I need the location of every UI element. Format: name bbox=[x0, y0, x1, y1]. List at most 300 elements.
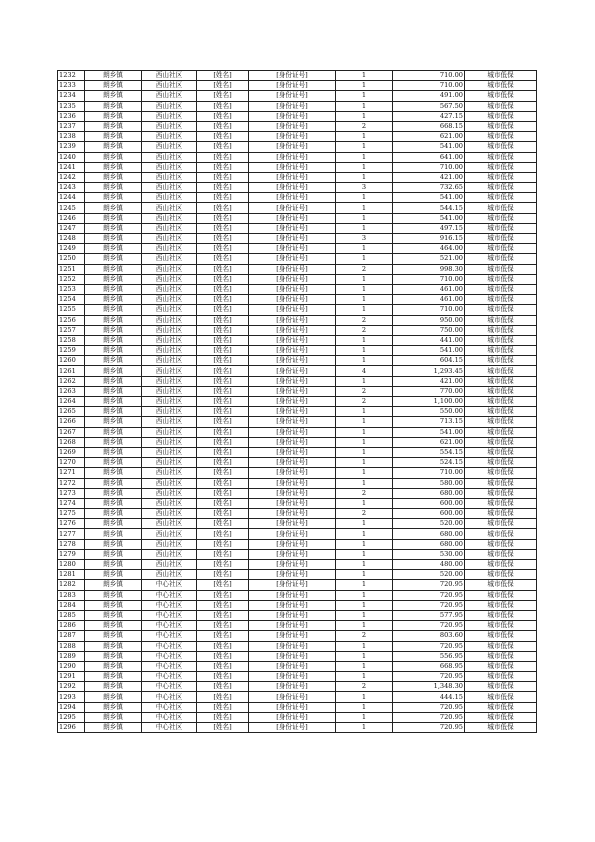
table-row bbox=[58, 213, 537, 223]
household-size-cell: 1 bbox=[336, 621, 393, 631]
household-size-cell: 1 bbox=[336, 580, 393, 590]
household-size-cell: 1 bbox=[336, 692, 393, 702]
id-number-cell: [身份证号] bbox=[249, 488, 336, 498]
community-cell: 西山社区 bbox=[142, 386, 197, 396]
id-number-cell: [身份证号] bbox=[249, 234, 336, 244]
id-number-cell: [身份证号] bbox=[249, 712, 336, 722]
category-cell: 城市低保 bbox=[465, 284, 537, 294]
category-cell: 城市低保 bbox=[465, 132, 537, 142]
category-cell: 城市低保 bbox=[465, 162, 537, 172]
amount-cell: 803.60 bbox=[393, 631, 465, 641]
id-number-cell: [身份证号] bbox=[249, 580, 336, 590]
community-cell: 西山社区 bbox=[142, 91, 197, 101]
town-cell: 朗乡镇 bbox=[85, 305, 142, 315]
household-size-cell: 1 bbox=[336, 213, 393, 223]
community-cell: 西山社区 bbox=[142, 376, 197, 386]
row-number-cell: 1287 bbox=[58, 631, 85, 641]
table-row bbox=[58, 549, 537, 559]
name-cell: [姓名] bbox=[197, 621, 249, 631]
row-number-cell: 1291 bbox=[58, 672, 85, 682]
amount-cell: 464.00 bbox=[393, 244, 465, 254]
id-number-cell: [身份证号] bbox=[249, 498, 336, 508]
table-row bbox=[58, 631, 537, 641]
name-cell: [姓名] bbox=[197, 600, 249, 610]
household-size-cell: 1 bbox=[336, 152, 393, 162]
category-cell: 城市低保 bbox=[465, 376, 537, 386]
name-cell: [姓名] bbox=[197, 376, 249, 386]
name-cell: [姓名] bbox=[197, 254, 249, 264]
table-row bbox=[58, 519, 537, 529]
town-cell: 朗乡镇 bbox=[85, 295, 142, 305]
household-size-cell: 1 bbox=[336, 712, 393, 722]
row-number-cell: 1261 bbox=[58, 366, 85, 376]
community-cell: 西山社区 bbox=[142, 417, 197, 427]
household-size-cell: 1 bbox=[336, 132, 393, 142]
category-cell: 城市低保 bbox=[465, 142, 537, 152]
town-cell: 朗乡镇 bbox=[85, 417, 142, 427]
amount-cell: 520.00 bbox=[393, 570, 465, 580]
row-number-cell: 1296 bbox=[58, 723, 85, 733]
name-cell: [姓名] bbox=[197, 346, 249, 356]
amount-cell: 461.00 bbox=[393, 284, 465, 294]
table-row bbox=[58, 478, 537, 488]
row-number-cell: 1270 bbox=[58, 458, 85, 468]
category-cell: 城市低保 bbox=[465, 447, 537, 457]
amount-cell: 567.50 bbox=[393, 101, 465, 111]
table-row bbox=[58, 539, 537, 549]
table-row bbox=[58, 315, 537, 325]
household-size-cell: 1 bbox=[336, 560, 393, 570]
row-number-cell: 1245 bbox=[58, 203, 85, 213]
id-number-cell: [身份证号] bbox=[249, 672, 336, 682]
row-number-cell: 1293 bbox=[58, 692, 85, 702]
row-number-cell: 1236 bbox=[58, 111, 85, 121]
table-row bbox=[58, 152, 537, 162]
household-size-cell: 1 bbox=[336, 142, 393, 152]
category-cell: 城市低保 bbox=[465, 580, 537, 590]
name-cell: [姓名] bbox=[197, 580, 249, 590]
household-size-cell: 1 bbox=[336, 407, 393, 417]
name-cell: [姓名] bbox=[197, 397, 249, 407]
amount-cell: 720.95 bbox=[393, 621, 465, 631]
name-cell: [姓名] bbox=[197, 244, 249, 254]
category-cell: 城市低保 bbox=[465, 519, 537, 529]
row-number-cell: 1269 bbox=[58, 447, 85, 457]
table-row bbox=[58, 610, 537, 620]
amount-cell: 680.00 bbox=[393, 539, 465, 549]
id-number-cell: [身份证号] bbox=[249, 570, 336, 580]
name-cell: [姓名] bbox=[197, 132, 249, 142]
row-number-cell: 1282 bbox=[58, 580, 85, 590]
household-size-cell: 1 bbox=[336, 437, 393, 447]
community-cell: 西山社区 bbox=[142, 519, 197, 529]
name-cell: [姓名] bbox=[197, 661, 249, 671]
amount-cell: 710.00 bbox=[393, 71, 465, 81]
household-size-cell: 1 bbox=[336, 91, 393, 101]
category-cell: 城市低保 bbox=[465, 203, 537, 213]
category-cell: 城市低保 bbox=[465, 234, 537, 244]
amount-cell: 916.15 bbox=[393, 234, 465, 244]
id-number-cell: [身份证号] bbox=[249, 631, 336, 641]
household-size-cell: 1 bbox=[336, 172, 393, 182]
table-row bbox=[58, 427, 537, 437]
row-number-cell: 1289 bbox=[58, 651, 85, 661]
town-cell: 朗乡镇 bbox=[85, 580, 142, 590]
id-number-cell: [身份证号] bbox=[249, 478, 336, 488]
table-row bbox=[58, 254, 537, 264]
community-cell: 西山社区 bbox=[142, 447, 197, 457]
community-cell: 西山社区 bbox=[142, 213, 197, 223]
amount-cell: 720.95 bbox=[393, 723, 465, 733]
id-number-cell: [身份证号] bbox=[249, 111, 336, 121]
id-number-cell: [身份证号] bbox=[249, 621, 336, 631]
category-cell: 城市低保 bbox=[465, 600, 537, 610]
town-cell: 朗乡镇 bbox=[85, 498, 142, 508]
amount-cell: 497.15 bbox=[393, 223, 465, 233]
name-cell: [姓名] bbox=[197, 121, 249, 131]
id-number-cell: [身份证号] bbox=[249, 590, 336, 600]
town-cell: 朗乡镇 bbox=[85, 570, 142, 580]
row-number-cell: 1275 bbox=[58, 509, 85, 519]
amount-cell: 621.00 bbox=[393, 437, 465, 447]
community-cell: 西山社区 bbox=[142, 193, 197, 203]
town-cell: 朗乡镇 bbox=[85, 193, 142, 203]
amount-cell: 461.00 bbox=[393, 295, 465, 305]
amount-cell: 710.00 bbox=[393, 468, 465, 478]
name-cell: [姓名] bbox=[197, 325, 249, 335]
community-cell: 西山社区 bbox=[142, 81, 197, 91]
category-cell: 城市低保 bbox=[465, 213, 537, 223]
category-cell: 城市低保 bbox=[465, 244, 537, 254]
community-cell: 西山社区 bbox=[142, 529, 197, 539]
id-number-cell: [身份证号] bbox=[249, 386, 336, 396]
category-cell: 城市低保 bbox=[465, 539, 537, 549]
community-cell: 西山社区 bbox=[142, 295, 197, 305]
household-size-cell: 2 bbox=[336, 397, 393, 407]
row-number-cell: 1257 bbox=[58, 325, 85, 335]
town-cell: 朗乡镇 bbox=[85, 610, 142, 620]
name-cell: [姓名] bbox=[197, 101, 249, 111]
name-cell: [姓名] bbox=[197, 356, 249, 366]
household-size-cell: 1 bbox=[336, 162, 393, 172]
amount-cell: 600.00 bbox=[393, 498, 465, 508]
household-size-cell: 1 bbox=[336, 417, 393, 427]
household-size-cell: 1 bbox=[336, 427, 393, 437]
town-cell: 朗乡镇 bbox=[85, 447, 142, 457]
household-size-cell: 1 bbox=[336, 529, 393, 539]
household-size-cell: 1 bbox=[336, 203, 393, 213]
amount-cell: 732.65 bbox=[393, 183, 465, 193]
name-cell: [姓名] bbox=[197, 590, 249, 600]
household-size-cell: 1 bbox=[336, 447, 393, 457]
town-cell: 朗乡镇 bbox=[85, 284, 142, 294]
category-cell: 城市低保 bbox=[465, 121, 537, 131]
town-cell: 朗乡镇 bbox=[85, 254, 142, 264]
category-cell: 城市低保 bbox=[465, 183, 537, 193]
id-number-cell: [身份证号] bbox=[249, 121, 336, 131]
community-cell: 西山社区 bbox=[142, 254, 197, 264]
amount-cell: 554.15 bbox=[393, 447, 465, 457]
community-cell: 西山社区 bbox=[142, 427, 197, 437]
id-number-cell: [身份证号] bbox=[249, 376, 336, 386]
town-cell: 朗乡镇 bbox=[85, 712, 142, 722]
id-number-cell: [身份证号] bbox=[249, 539, 336, 549]
row-number-cell: 1262 bbox=[58, 376, 85, 386]
community-cell: 西山社区 bbox=[142, 560, 197, 570]
name-cell: [姓名] bbox=[197, 478, 249, 488]
category-cell: 城市低保 bbox=[465, 193, 537, 203]
table-row bbox=[58, 111, 537, 121]
id-number-cell: [身份证号] bbox=[249, 325, 336, 335]
amount-cell: 1,348.30 bbox=[393, 682, 465, 692]
table-row bbox=[58, 570, 537, 580]
table-row bbox=[58, 651, 537, 661]
table-row bbox=[58, 621, 537, 631]
row-number-cell: 1254 bbox=[58, 295, 85, 305]
id-number-cell: [身份证号] bbox=[249, 193, 336, 203]
name-cell: [姓名] bbox=[197, 651, 249, 661]
table-row bbox=[58, 437, 537, 447]
amount-cell: 750.00 bbox=[393, 325, 465, 335]
table-row bbox=[58, 81, 537, 91]
town-cell: 朗乡镇 bbox=[85, 335, 142, 345]
table-row bbox=[58, 682, 537, 692]
household-size-cell: 1 bbox=[336, 356, 393, 366]
row-number-cell: 1252 bbox=[58, 274, 85, 284]
town-cell: 朗乡镇 bbox=[85, 519, 142, 529]
row-number-cell: 1285 bbox=[58, 610, 85, 620]
row-number-cell: 1263 bbox=[58, 386, 85, 396]
row-number-cell: 1276 bbox=[58, 519, 85, 529]
table-row bbox=[58, 458, 537, 468]
amount-cell: 710.00 bbox=[393, 305, 465, 315]
town-cell: 朗乡镇 bbox=[85, 590, 142, 600]
town-cell: 朗乡镇 bbox=[85, 376, 142, 386]
row-number-cell: 1283 bbox=[58, 590, 85, 600]
name-cell: [姓名] bbox=[197, 712, 249, 722]
name-cell: [姓名] bbox=[197, 203, 249, 213]
id-number-cell: [身份证号] bbox=[249, 172, 336, 182]
community-cell: 西山社区 bbox=[142, 397, 197, 407]
table-row bbox=[58, 560, 537, 570]
town-cell: 朗乡镇 bbox=[85, 682, 142, 692]
category-cell: 城市低保 bbox=[465, 71, 537, 81]
town-cell: 朗乡镇 bbox=[85, 162, 142, 172]
name-cell: [姓名] bbox=[197, 498, 249, 508]
id-number-cell: [身份证号] bbox=[249, 529, 336, 539]
id-number-cell: [身份证号] bbox=[249, 264, 336, 274]
name-cell: [姓名] bbox=[197, 549, 249, 559]
id-number-cell: [身份证号] bbox=[249, 366, 336, 376]
household-size-cell: 2 bbox=[336, 315, 393, 325]
row-number-cell: 1279 bbox=[58, 549, 85, 559]
table-row bbox=[58, 295, 537, 305]
community-cell: 中心社区 bbox=[142, 712, 197, 722]
name-cell: [姓名] bbox=[197, 682, 249, 692]
amount-cell: 621.00 bbox=[393, 132, 465, 142]
town-cell: 朗乡镇 bbox=[85, 661, 142, 671]
town-cell: 朗乡镇 bbox=[85, 651, 142, 661]
amount-cell: 530.00 bbox=[393, 549, 465, 559]
category-cell: 城市低保 bbox=[465, 437, 537, 447]
category-cell: 城市低保 bbox=[465, 152, 537, 162]
town-cell: 朗乡镇 bbox=[85, 121, 142, 131]
name-cell: [姓名] bbox=[197, 519, 249, 529]
amount-cell: 604.15 bbox=[393, 356, 465, 366]
category-cell: 城市低保 bbox=[465, 264, 537, 274]
row-number-cell: 1239 bbox=[58, 142, 85, 152]
household-size-cell: 1 bbox=[336, 335, 393, 345]
category-cell: 城市低保 bbox=[465, 386, 537, 396]
name-cell: [姓名] bbox=[197, 417, 249, 427]
id-number-cell: [身份证号] bbox=[249, 223, 336, 233]
amount-cell: 710.00 bbox=[393, 162, 465, 172]
household-size-cell: 1 bbox=[336, 723, 393, 733]
name-cell: [姓名] bbox=[197, 570, 249, 580]
name-cell: [姓名] bbox=[197, 172, 249, 182]
town-cell: 朗乡镇 bbox=[85, 407, 142, 417]
category-cell: 城市低保 bbox=[465, 692, 537, 702]
table-row bbox=[58, 509, 537, 519]
community-cell: 中心社区 bbox=[142, 600, 197, 610]
name-cell: [姓名] bbox=[197, 152, 249, 162]
name-cell: [姓名] bbox=[197, 458, 249, 468]
table-row bbox=[58, 723, 537, 733]
town-cell: 朗乡镇 bbox=[85, 458, 142, 468]
community-cell: 西山社区 bbox=[142, 366, 197, 376]
category-cell: 城市低保 bbox=[465, 81, 537, 91]
amount-cell: 524.15 bbox=[393, 458, 465, 468]
name-cell: [姓名] bbox=[197, 366, 249, 376]
table-row bbox=[58, 407, 537, 417]
id-number-cell: [身份证号] bbox=[249, 519, 336, 529]
town-cell: 朗乡镇 bbox=[85, 478, 142, 488]
row-number-cell: 1266 bbox=[58, 417, 85, 427]
community-cell: 西山社区 bbox=[142, 468, 197, 478]
community-cell: 西山社区 bbox=[142, 183, 197, 193]
table-row bbox=[58, 264, 537, 274]
town-cell: 朗乡镇 bbox=[85, 692, 142, 702]
category-cell: 城市低保 bbox=[465, 335, 537, 345]
category-cell: 城市低保 bbox=[465, 274, 537, 284]
household-size-cell: 1 bbox=[336, 244, 393, 254]
household-size-cell: 1 bbox=[336, 549, 393, 559]
household-size-cell: 1 bbox=[336, 284, 393, 294]
amount-cell: 541.00 bbox=[393, 193, 465, 203]
id-number-cell: [身份证号] bbox=[249, 213, 336, 223]
table-row bbox=[58, 71, 537, 81]
town-cell: 朗乡镇 bbox=[85, 183, 142, 193]
category-cell: 城市低保 bbox=[465, 590, 537, 600]
name-cell: [姓名] bbox=[197, 91, 249, 101]
table-row bbox=[58, 397, 537, 407]
amount-cell: 421.00 bbox=[393, 172, 465, 182]
table-row bbox=[58, 223, 537, 233]
amount-cell: 720.95 bbox=[393, 600, 465, 610]
table-row bbox=[58, 356, 537, 366]
household-size-cell: 3 bbox=[336, 183, 393, 193]
community-cell: 中心社区 bbox=[142, 702, 197, 712]
town-cell: 朗乡镇 bbox=[85, 356, 142, 366]
household-size-cell: 1 bbox=[336, 600, 393, 610]
town-cell: 朗乡镇 bbox=[85, 172, 142, 182]
name-cell: [姓名] bbox=[197, 213, 249, 223]
table-row bbox=[58, 121, 537, 131]
town-cell: 朗乡镇 bbox=[85, 488, 142, 498]
name-cell: [姓名] bbox=[197, 183, 249, 193]
community-cell: 西山社区 bbox=[142, 549, 197, 559]
amount-cell: 720.95 bbox=[393, 590, 465, 600]
table-row bbox=[58, 702, 537, 712]
amount-cell: 668.95 bbox=[393, 661, 465, 671]
row-number-cell: 1295 bbox=[58, 712, 85, 722]
category-cell: 城市低保 bbox=[465, 346, 537, 356]
category-cell: 城市低保 bbox=[465, 509, 537, 519]
household-size-cell: 1 bbox=[336, 468, 393, 478]
row-number-cell: 1232 bbox=[58, 71, 85, 81]
town-cell: 朗乡镇 bbox=[85, 142, 142, 152]
row-number-cell: 1256 bbox=[58, 315, 85, 325]
name-cell: [姓名] bbox=[197, 223, 249, 233]
row-number-cell: 1277 bbox=[58, 529, 85, 539]
id-number-cell: [身份证号] bbox=[249, 600, 336, 610]
table-row bbox=[58, 661, 537, 671]
row-number-cell: 1255 bbox=[58, 305, 85, 315]
name-cell: [姓名] bbox=[197, 723, 249, 733]
name-cell: [姓名] bbox=[197, 702, 249, 712]
household-size-cell: 1 bbox=[336, 610, 393, 620]
row-number-cell: 1248 bbox=[58, 234, 85, 244]
name-cell: [姓名] bbox=[197, 407, 249, 417]
amount-cell: 1,100.00 bbox=[393, 397, 465, 407]
name-cell: [姓名] bbox=[197, 539, 249, 549]
id-number-cell: [身份证号] bbox=[249, 682, 336, 692]
name-cell: [姓名] bbox=[197, 335, 249, 345]
community-cell: 中心社区 bbox=[142, 590, 197, 600]
community-cell: 西山社区 bbox=[142, 111, 197, 121]
amount-cell: 441.00 bbox=[393, 335, 465, 345]
town-cell: 朗乡镇 bbox=[85, 81, 142, 91]
community-cell: 中心社区 bbox=[142, 692, 197, 702]
community-cell: 西山社区 bbox=[142, 498, 197, 508]
household-size-cell: 1 bbox=[336, 702, 393, 712]
amount-cell: 541.00 bbox=[393, 213, 465, 223]
table-row bbox=[58, 234, 537, 244]
row-number-cell: 1240 bbox=[58, 152, 85, 162]
row-number-cell: 1284 bbox=[58, 600, 85, 610]
name-cell: [姓名] bbox=[197, 234, 249, 244]
row-number-cell: 1272 bbox=[58, 478, 85, 488]
table-row bbox=[58, 641, 537, 651]
household-size-cell: 1 bbox=[336, 223, 393, 233]
community-cell: 西山社区 bbox=[142, 437, 197, 447]
household-size-cell: 2 bbox=[336, 264, 393, 274]
row-number-cell: 1286 bbox=[58, 621, 85, 631]
row-number-cell: 1247 bbox=[58, 223, 85, 233]
row-number-cell: 1273 bbox=[58, 488, 85, 498]
category-cell: 城市低保 bbox=[465, 315, 537, 325]
table-row bbox=[58, 132, 537, 142]
amount-cell: 541.00 bbox=[393, 346, 465, 356]
table-row bbox=[58, 529, 537, 539]
category-cell: 城市低保 bbox=[465, 672, 537, 682]
household-size-cell: 1 bbox=[336, 101, 393, 111]
community-cell: 中心社区 bbox=[142, 631, 197, 641]
amount-cell: 520.00 bbox=[393, 519, 465, 529]
town-cell: 朗乡镇 bbox=[85, 631, 142, 641]
category-cell: 城市低保 bbox=[465, 661, 537, 671]
town-cell: 朗乡镇 bbox=[85, 203, 142, 213]
